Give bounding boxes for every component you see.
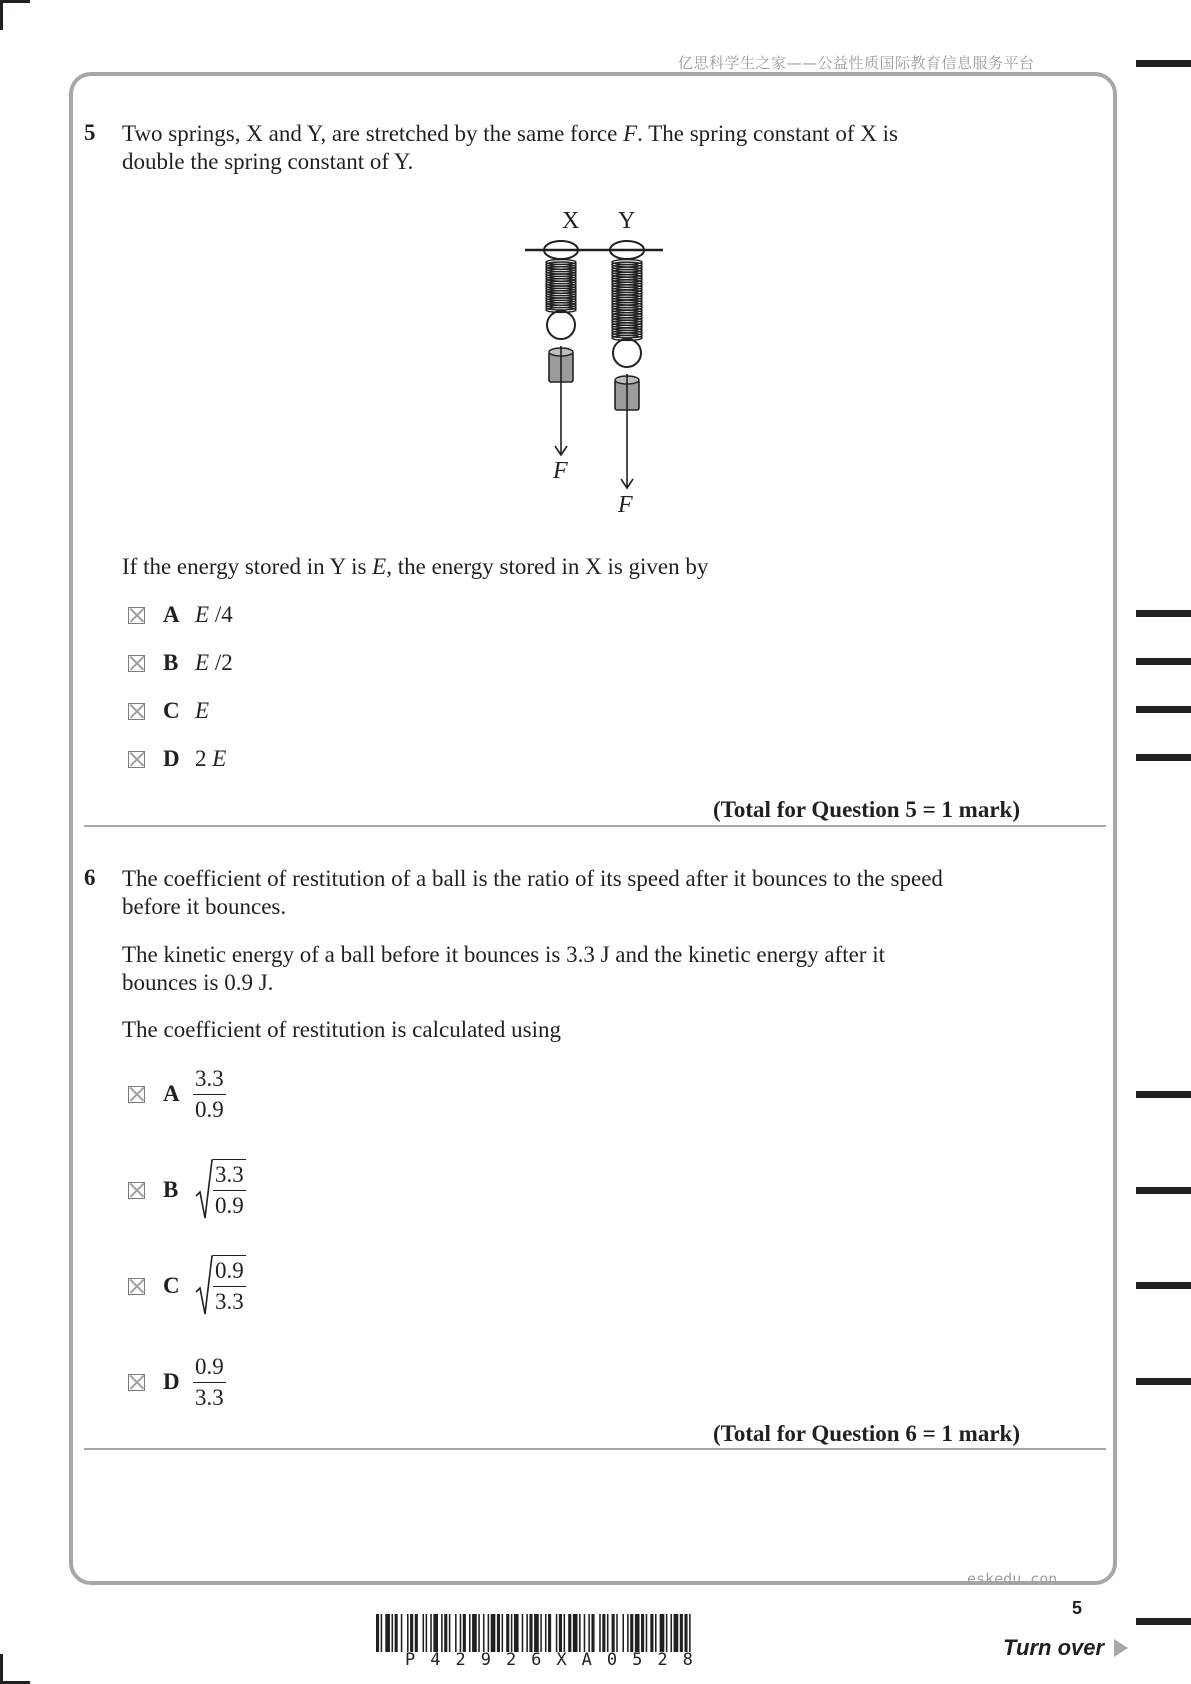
question-5-total: (Total for Question 5 = 1 mark) <box>713 797 1020 822</box>
barcode-bar <box>622 1614 624 1652</box>
fraction: $\frac{0.9}{3.3}$ <box>213 1255 246 1317</box>
spring-y <box>610 241 644 488</box>
force-x-label: F <box>553 458 568 484</box>
barcode-bar <box>392 1614 394 1652</box>
margin-bar <box>1136 1282 1191 1289</box>
barcode-bar <box>395 1614 398 1652</box>
barcode-bar <box>449 1614 451 1652</box>
barcode-bar <box>502 1614 504 1652</box>
q5-option-b[interactable]: B E /2 <box>128 646 233 680</box>
turn-over-arrow-icon <box>1114 1639 1128 1657</box>
barcode-bar <box>410 1614 413 1652</box>
fraction: $\frac{3.3}{0.9}$ <box>213 1159 246 1221</box>
spring-x-label: X <box>562 208 580 234</box>
margin-bar <box>1136 754 1191 761</box>
barcode-bar <box>650 1614 653 1652</box>
spring-y-label: Y <box>618 208 636 234</box>
barcode-bar <box>545 1614 547 1652</box>
margin-bar <box>1136 1378 1191 1385</box>
barcode-bar <box>415 1614 418 1652</box>
barcode-bar <box>684 1614 687 1652</box>
barcode-bar <box>385 1614 390 1652</box>
barcode-bar <box>646 1614 648 1652</box>
barcode-bar <box>381 1614 383 1652</box>
margin-bar <box>1136 706 1191 713</box>
barcode-bar <box>630 1614 633 1652</box>
question-6-divider <box>84 1448 1106 1450</box>
barcode-bar <box>671 1614 673 1652</box>
margin-bar <box>1136 1091 1191 1098</box>
barcode-bar <box>689 1614 691 1652</box>
barcode-bar <box>579 1614 581 1652</box>
question-5-divider <box>84 825 1106 827</box>
q5-option-a[interactable]: A E /4 <box>128 598 233 632</box>
question-6-total: (Total for Question 6 = 1 mark) <box>713 1421 1020 1446</box>
barcode-bar <box>635 1614 640 1652</box>
spring-bottom-ring <box>613 339 641 367</box>
force-y-label: F <box>618 492 633 518</box>
fraction: $\frac{0.9}{3.3}$ <box>195 1353 224 1410</box>
barcode-bar <box>612 1614 615 1652</box>
barcode-bar <box>407 1614 409 1652</box>
barcode-bar <box>540 1614 542 1652</box>
barcode-bar <box>599 1614 601 1652</box>
margin-bar <box>1136 1618 1191 1625</box>
question-6-para-2: The kinetic energy of a ball before it bounces is 3.3 J and the kinetic energy after it bounces is 0.9 J. <box>122 942 885 995</box>
question-6-para-3: The coefficient of restitution is calculated using <box>122 1017 561 1042</box>
barcode-bar <box>478 1614 480 1652</box>
answer-checkbox[interactable] <box>128 655 145 672</box>
header-watermark: 亿思科学生之家——公益性质国际教育信息服务平台 <box>678 54 1035 72</box>
footer-watermark: eskedu.con <box>967 1570 1058 1588</box>
barcode-bar <box>641 1614 644 1652</box>
barcode-bar <box>426 1614 428 1652</box>
q6-option-c[interactable]: C $\frac{0.9}{3.3}$ <box>128 1269 246 1303</box>
barcode-bar <box>483 1614 485 1652</box>
barcode-bar <box>588 1614 590 1652</box>
barcode-bar <box>460 1614 462 1652</box>
barcode-bar <box>433 1614 438 1652</box>
barcode-bar <box>491 1614 496 1652</box>
barcode-bar <box>568 1614 571 1652</box>
springs-diagram <box>500 200 690 530</box>
barcode-bar <box>674 1614 679 1652</box>
barcode-bar <box>430 1614 432 1652</box>
answer-checkbox[interactable] <box>128 607 145 624</box>
barcode-bar <box>401 1614 403 1652</box>
barcode-bar <box>607 1614 609 1652</box>
barcode-bar <box>584 1614 586 1652</box>
answer-checkbox[interactable] <box>128 1374 145 1391</box>
barcode-bar <box>616 1614 618 1652</box>
barcode-bar <box>548 1614 551 1652</box>
barcode-bar <box>529 1614 532 1652</box>
answer-checkbox[interactable] <box>128 703 145 720</box>
barcode-bar <box>526 1614 528 1652</box>
barcode-bar <box>522 1614 524 1652</box>
barcode-bar <box>602 1614 605 1652</box>
barcode-bar <box>573 1614 578 1652</box>
barcode-bar <box>441 1614 443 1652</box>
question-5-stem-line-1: Two springs, X and Y, are stretched by the same force F. The spring constant of X is <box>122 121 898 146</box>
question-6-number: 6 <box>84 865 96 890</box>
barcode-bar <box>655 1614 657 1652</box>
barcode-bar <box>506 1614 509 1652</box>
q6-option-d[interactable]: D $\frac{0.9}{3.3}$ <box>128 1365 226 1399</box>
question-5-stem-line-2: double the spring constant of Y. <box>122 149 414 174</box>
page-number: 5 <box>1072 1598 1083 1618</box>
q6-option-b[interactable]: B $\frac{3.3}{0.9}$ <box>128 1173 246 1207</box>
crop-mark-top-left-h <box>0 0 30 3</box>
barcode-bar <box>591 1614 594 1652</box>
question-5-stem <box>122 120 1022 176</box>
question-6-para-1: The coefficient of restitution of a ball is the ratio of its speed after it bounces to the speed before it bounces. <box>122 866 943 919</box>
barcode-bar <box>376 1614 379 1652</box>
barcode-bar <box>472 1614 477 1652</box>
barcode-bar <box>497 1614 500 1652</box>
fraction: $\frac{3.3}{0.9}$ <box>195 1065 224 1122</box>
barcode <box>376 1614 828 1652</box>
margin-bar <box>1136 610 1191 617</box>
barcode-bar <box>511 1614 513 1652</box>
barcode-bar <box>463 1614 466 1652</box>
square-root-expression <box>195 1254 246 1318</box>
question-5-number: 5 <box>84 120 96 145</box>
barcode-bar <box>488 1614 490 1652</box>
margin-bar <box>1136 658 1191 665</box>
barcode-bar <box>423 1614 425 1652</box>
barcode-bar <box>680 1614 683 1652</box>
margin-bar <box>1136 1187 1191 1194</box>
answer-checkbox[interactable] <box>128 1182 145 1199</box>
barcode-bar <box>455 1614 457 1652</box>
radical-sign-icon <box>195 1254 213 1318</box>
barcode-bar <box>556 1614 558 1652</box>
barcode-bar <box>469 1614 471 1652</box>
crop-mark-bottom-left <box>0 1654 3 1684</box>
barcode-bar <box>534 1614 539 1652</box>
margin-bar <box>1136 60 1191 67</box>
barcode-bar <box>444 1614 447 1652</box>
barcode-bar <box>627 1614 629 1652</box>
barcode-bar <box>559 1614 562 1652</box>
spring-bottom-ring <box>547 311 575 339</box>
barcode-bar <box>660 1614 665 1652</box>
answer-checkbox[interactable] <box>128 1086 145 1103</box>
answer-checkbox[interactable] <box>128 751 145 768</box>
barcode-bar <box>666 1614 668 1652</box>
answer-checkbox[interactable] <box>128 1278 145 1295</box>
crop-mark-top-left <box>0 0 3 30</box>
turn-over-label: Turn over <box>1003 1635 1128 1661</box>
radical-sign-icon <box>195 1158 213 1222</box>
q5-option-c[interactable]: C E <box>128 694 209 728</box>
question-5-prompt: If the energy stored in Y is E, the energy stored in X is given by <box>122 554 709 579</box>
q5-option-d[interactable]: D 2 E <box>128 742 226 776</box>
barcode-bar <box>514 1614 519 1652</box>
barcode-bar <box>564 1614 566 1652</box>
square-root-expression <box>195 1158 246 1222</box>
spring-x <box>544 241 578 455</box>
q6-option-a[interactable]: A $\frac{3.3}{0.9}$ <box>128 1077 226 1111</box>
barcode-text: P42926XA0528 <box>405 1650 708 1670</box>
